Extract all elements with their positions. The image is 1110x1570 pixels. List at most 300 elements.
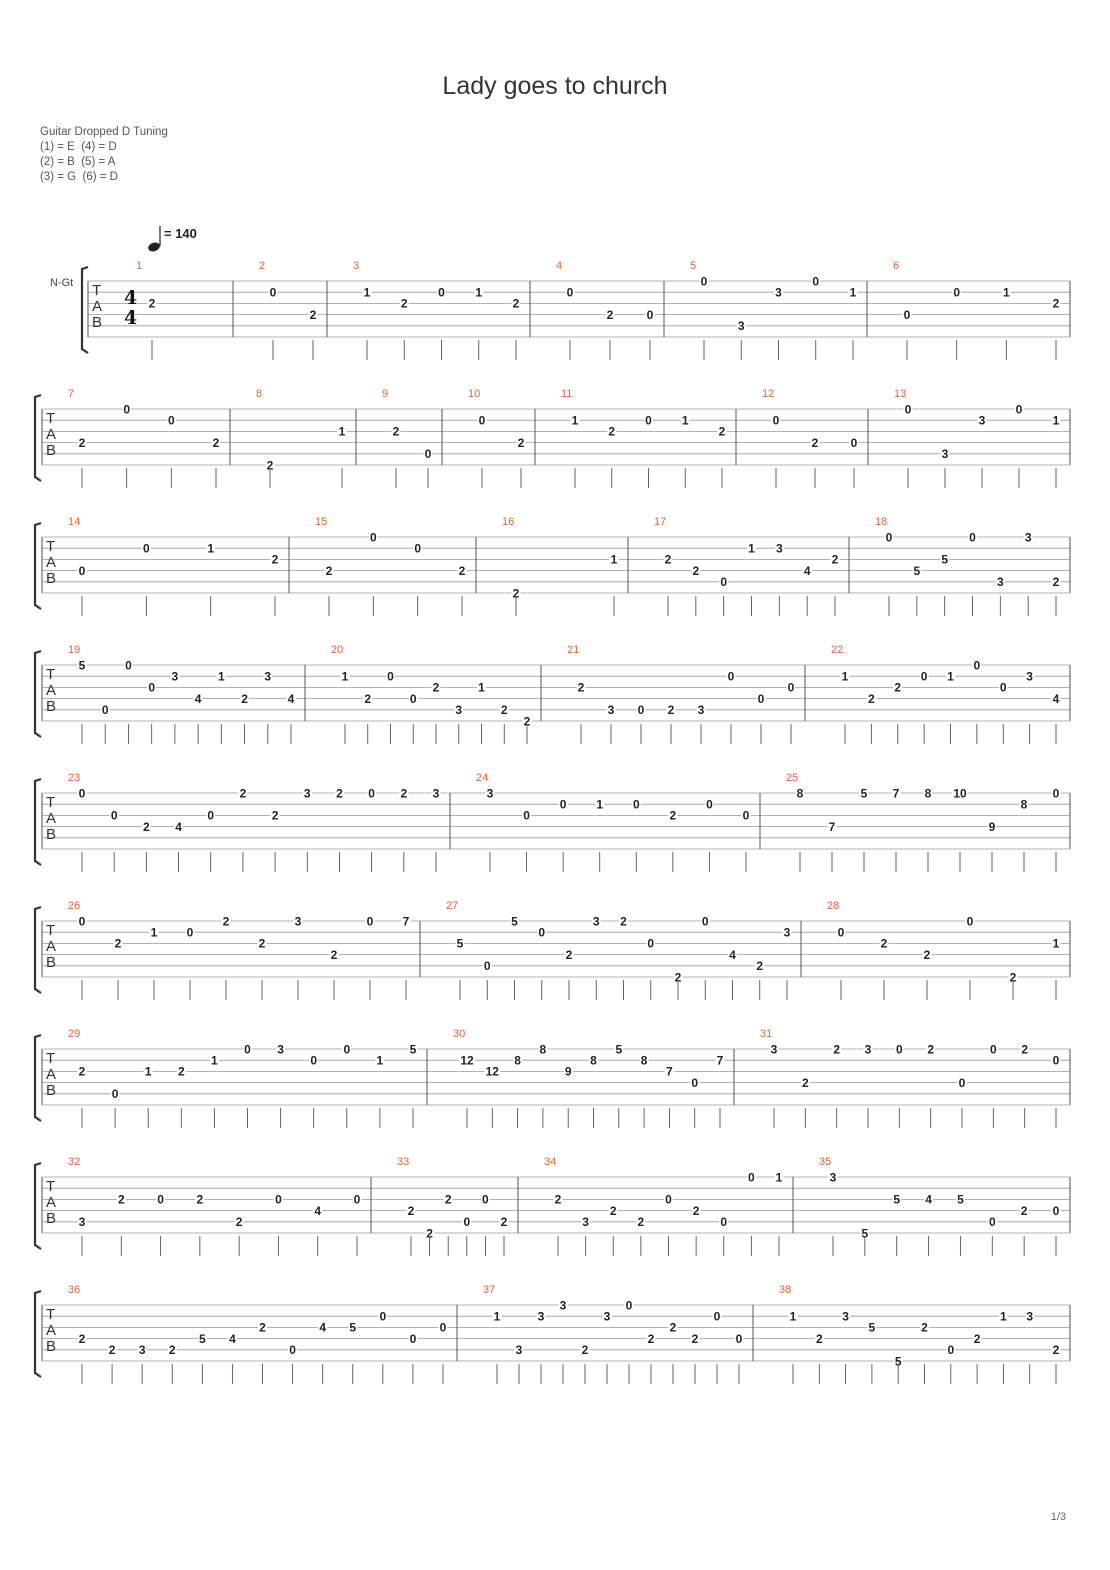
- measure-number: 23: [68, 772, 81, 784]
- fret-number: 0: [186, 925, 194, 940]
- tab-clef-letter: T: [46, 794, 56, 811]
- measure-number: 8: [256, 388, 263, 400]
- fret-number: 0: [414, 541, 422, 556]
- fret-number: 2: [266, 458, 274, 473]
- fret-number: 1: [610, 552, 618, 567]
- fret-number: 1: [681, 413, 689, 428]
- fret-number: 3: [171, 669, 179, 684]
- tab-system: [35, 900, 1070, 1000]
- fret-number: 4: [194, 691, 202, 706]
- measure-number: 1: [136, 260, 143, 272]
- fret-number: 5: [615, 1042, 623, 1057]
- fret-number: 3: [607, 703, 615, 718]
- fret-number: 0: [706, 797, 713, 812]
- fret-number: 2: [880, 936, 888, 951]
- fret-number: 2: [637, 1215, 645, 1230]
- measure-number: 6: [893, 260, 900, 272]
- fret-number: 1: [596, 797, 604, 812]
- fret-number: 2: [868, 691, 875, 706]
- fret-number: 8: [640, 1053, 648, 1068]
- fret-number: 0: [438, 285, 445, 300]
- fret-number: 2: [1052, 296, 1060, 311]
- fret-number: 2: [718, 424, 726, 439]
- fret-number: 2: [271, 808, 279, 823]
- fret-number: 0: [439, 1320, 447, 1335]
- fret-number: 0: [424, 447, 432, 462]
- fret-number: 0: [812, 274, 820, 289]
- fret-number: 1: [1000, 1309, 1007, 1324]
- fret-number: 7: [828, 819, 836, 834]
- fret-number: 5: [198, 1331, 206, 1346]
- fret-number: 12: [485, 1064, 499, 1079]
- measure-number: 21: [567, 644, 580, 656]
- fret-number: 2: [1009, 970, 1017, 985]
- fret-number: 0: [482, 1192, 489, 1207]
- fret-number: 3: [978, 413, 986, 428]
- fret-number: 2: [894, 680, 902, 695]
- fret-number: 0: [353, 1192, 361, 1207]
- fret-number: 2: [647, 1331, 655, 1346]
- fret-number: 2: [239, 786, 247, 801]
- fret-number: 2: [811, 435, 819, 450]
- fret-number: 9: [988, 819, 996, 834]
- system-bracket: [35, 1035, 41, 1121]
- fret-number: 5: [349, 1320, 357, 1335]
- fret-number: 5: [409, 1042, 417, 1057]
- tab-clef-letter: B: [46, 1210, 57, 1227]
- fret-number: 0: [720, 575, 728, 590]
- measure-number: 38: [779, 1284, 792, 1296]
- fret-number: 1: [150, 925, 158, 940]
- measure-number: 2: [259, 260, 266, 272]
- fret-number: 3: [1024, 530, 1032, 545]
- fret-number: 3: [486, 786, 494, 801]
- fret-number: 0: [409, 691, 417, 706]
- tuning-line: (1) = E (4) = D: [40, 141, 117, 153]
- fret-number: 0: [969, 530, 976, 545]
- fret-number: 0: [101, 703, 109, 718]
- fret-number: 2: [608, 424, 616, 439]
- tab-clef-letter: A: [46, 810, 57, 827]
- fret-number: 2: [222, 914, 230, 929]
- fret-number: 1: [475, 285, 483, 300]
- fret-number: 3: [829, 1170, 837, 1185]
- fret-number: 2: [1021, 1042, 1029, 1057]
- measure-number: 25: [786, 772, 799, 784]
- fret-number: 0: [78, 563, 86, 578]
- fret-number: 1: [775, 1170, 783, 1185]
- system-bracket: [35, 1291, 41, 1377]
- fret-number: 5: [894, 1354, 902, 1369]
- fret-number: 0: [625, 1298, 633, 1313]
- fret-number: 2: [921, 1320, 928, 1335]
- fret-number: 2: [78, 1331, 86, 1346]
- fret-number: 1: [1052, 936, 1060, 951]
- fret-number: 0: [125, 658, 132, 673]
- fret-number: 5: [860, 786, 868, 801]
- fret-number: 2: [815, 1331, 823, 1346]
- measure-number: 34: [544, 1156, 557, 1168]
- fret-number: 5: [868, 1320, 876, 1335]
- fret-number: 1: [849, 285, 857, 300]
- fret-number: 2: [831, 552, 839, 567]
- fret-number: 0: [343, 1042, 351, 1057]
- tab-clef-letter: A: [46, 426, 57, 443]
- fret-number: 1: [144, 1064, 152, 1079]
- system-bracket: [35, 651, 41, 737]
- fret-number: 0: [142, 541, 150, 556]
- fret-number: 8: [924, 786, 932, 801]
- fret-number: 2: [620, 914, 627, 929]
- fret-number: 2: [78, 435, 86, 450]
- measure-number: 4: [556, 260, 563, 272]
- fret-number: 4: [175, 819, 182, 834]
- fret-number: 2: [309, 307, 317, 322]
- tab-system: [35, 516, 1070, 616]
- score-title: Lady goes to church: [442, 72, 668, 100]
- fret-number: 0: [369, 530, 377, 545]
- fret-number: 1: [748, 541, 755, 556]
- system-bracket: [82, 267, 88, 353]
- fret-number: 0: [727, 669, 735, 684]
- tab-clef-letter: B: [92, 314, 103, 331]
- fret-number: 3: [592, 914, 600, 929]
- measure-number: 19: [68, 644, 81, 656]
- fret-number: 2: [692, 1203, 700, 1218]
- fret-number: 8: [539, 1042, 547, 1057]
- fret-number: 0: [148, 680, 156, 695]
- fret-number: 0: [885, 530, 893, 545]
- fret-number: 2: [517, 435, 525, 450]
- fret-number: 2: [212, 435, 220, 450]
- fret-number: 2: [512, 586, 520, 601]
- fret-number: 5: [861, 1226, 869, 1241]
- fret-number: 0: [566, 285, 574, 300]
- tab-clef-letter: A: [46, 938, 57, 955]
- measure-number: 18: [875, 516, 888, 528]
- fret-number: 3: [303, 786, 311, 801]
- fret-number: 0: [837, 925, 845, 940]
- fret-number: 0: [157, 1192, 164, 1207]
- fret-number: 2: [271, 552, 279, 567]
- fret-number: 2: [114, 936, 122, 951]
- fret-number: 0: [850, 435, 858, 450]
- tab-clef-letter: T: [46, 666, 56, 683]
- fret-number: 2: [432, 680, 440, 695]
- measure-number: 27: [446, 900, 459, 912]
- fret-number: 0: [920, 669, 928, 684]
- fret-number: 0: [646, 307, 654, 322]
- fret-number: 0: [772, 413, 780, 428]
- tuning-name: Guitar Dropped D Tuning: [40, 126, 168, 138]
- fret-number: 4: [319, 1320, 327, 1335]
- fret-number: 5: [78, 658, 86, 673]
- fret-number: 3: [941, 447, 949, 462]
- fret-number: 0: [973, 658, 981, 673]
- fret-number: 2: [117, 1192, 125, 1207]
- fret-number: 0: [78, 914, 86, 929]
- fret-number: 2: [364, 691, 372, 706]
- fret-number: 2: [444, 1192, 452, 1207]
- measure-number: 17: [654, 516, 667, 528]
- tab-clef-letter: B: [46, 698, 57, 715]
- fret-number: 1: [478, 680, 485, 695]
- fret-number: 2: [674, 970, 682, 985]
- measure-number: 7: [68, 388, 75, 400]
- measure-number: 31: [760, 1028, 773, 1040]
- measure-number: 29: [68, 1028, 81, 1040]
- fret-number: 0: [123, 402, 131, 417]
- fret-number: 1: [1002, 285, 1010, 300]
- fret-number: 0: [483, 959, 491, 974]
- fret-number: 0: [966, 914, 974, 929]
- fret-number: 2: [400, 786, 408, 801]
- fret-number: 0: [478, 413, 486, 428]
- measure-number: 3: [353, 260, 360, 272]
- fret-number: 4: [729, 947, 736, 962]
- tab-clef-letter: A: [46, 554, 57, 571]
- tab-clef-letter: A: [46, 1322, 57, 1339]
- measure-number: 16: [502, 516, 515, 528]
- fret-number: 0: [757, 691, 765, 706]
- fret-number: 0: [463, 1215, 471, 1230]
- fret-number: 12: [460, 1053, 474, 1068]
- fret-number: 0: [409, 1331, 417, 1346]
- fret-number: 1: [947, 669, 954, 684]
- system-bracket: [35, 779, 41, 865]
- fret-number: 0: [947, 1343, 955, 1358]
- fret-number: 1: [571, 413, 579, 428]
- tempo-value: = 140: [164, 226, 197, 241]
- fret-number: 4: [925, 1192, 932, 1207]
- fret-number: 2: [259, 1320, 266, 1335]
- fret-number: 0: [310, 1053, 318, 1068]
- fret-number: 4: [229, 1331, 236, 1346]
- fret-number: 3: [996, 575, 1004, 590]
- fret-number: 0: [989, 1042, 997, 1057]
- fret-number: 2: [554, 1192, 562, 1207]
- fret-number: 2: [235, 1215, 243, 1230]
- fret-number: 2: [577, 680, 585, 695]
- fret-number: 2: [258, 936, 266, 951]
- fret-number: 0: [244, 1042, 251, 1057]
- time-signature-digit: 4: [124, 307, 138, 329]
- fret-number: 5: [957, 1192, 964, 1207]
- fret-number: 2: [923, 947, 931, 962]
- fret-number: 2: [458, 563, 466, 578]
- measure-number: 28: [827, 900, 840, 912]
- fret-number: 0: [665, 1192, 672, 1207]
- fret-number: 2: [565, 947, 573, 962]
- measure-number: 12: [762, 388, 775, 400]
- tab-clef-letter: B: [46, 442, 57, 459]
- fret-number: 2: [108, 1343, 116, 1358]
- measure-number: 24: [476, 772, 489, 784]
- tab-clef-letter: T: [92, 282, 102, 299]
- fret-number: 3: [603, 1309, 611, 1324]
- measure-number: 11: [561, 388, 573, 400]
- measure-number: 5: [690, 260, 697, 272]
- tab-system: [35, 388, 1070, 488]
- fret-number: 0: [748, 1170, 755, 1185]
- tab-clef-letter: B: [46, 570, 57, 587]
- fret-number: 1: [376, 1053, 384, 1068]
- fret-number: 2: [692, 563, 700, 578]
- tab-clef-letter: B: [46, 954, 57, 971]
- fret-number: 0: [368, 786, 375, 801]
- fret-number: 2: [500, 703, 508, 718]
- tab-clef-letter: A: [46, 1194, 57, 1211]
- fret-number: 1: [217, 669, 225, 684]
- fret-number: 2: [1052, 575, 1060, 590]
- fret-number: 1: [338, 424, 346, 439]
- fret-number: 2: [801, 1075, 809, 1090]
- fret-number: 2: [927, 1042, 935, 1057]
- fret-number: 2: [833, 1042, 841, 1057]
- fret-number: 2: [336, 786, 343, 801]
- fret-number: 4: [314, 1203, 322, 1218]
- fret-number: 2: [177, 1064, 185, 1079]
- fret-number: 2: [669, 1320, 677, 1335]
- fret-number: 0: [538, 925, 546, 940]
- fret-number: 2: [756, 959, 764, 974]
- tab-clef-letter: T: [46, 410, 56, 427]
- fret-number: 0: [632, 797, 640, 812]
- tab-system: [35, 772, 1070, 872]
- measure-number: 15: [315, 516, 328, 528]
- tab-clef-letter: T: [46, 538, 56, 555]
- fret-number: 2: [407, 1203, 415, 1218]
- fret-number: 2: [426, 1226, 433, 1241]
- fret-number: 0: [1052, 1203, 1060, 1218]
- tab-clef-letter: T: [46, 1050, 56, 1067]
- fret-number: 7: [716, 1053, 724, 1068]
- fret-number: 2: [400, 296, 408, 311]
- fret-number: 5: [511, 914, 518, 929]
- fret-number: 0: [387, 669, 394, 684]
- fret-number: 0: [1015, 402, 1023, 417]
- fret-number: 3: [864, 1042, 872, 1057]
- tab-clef-letter: A: [46, 1066, 57, 1083]
- tab-clef-letter: B: [46, 1082, 57, 1099]
- fret-number: 1: [341, 669, 349, 684]
- fret-number: 2: [667, 703, 675, 718]
- fret-number: 8: [796, 786, 804, 801]
- fret-number: 2: [1020, 1203, 1028, 1218]
- fret-number: 2: [581, 1343, 589, 1358]
- fret-number: 0: [523, 808, 530, 823]
- fret-number: 8: [590, 1053, 597, 1068]
- fret-number: 2: [973, 1331, 981, 1346]
- tab-clef-letter: A: [46, 682, 57, 699]
- tab-system: [35, 644, 1070, 744]
- fret-number: 2: [325, 563, 333, 578]
- tuning-line: (3) = G (6) = D: [40, 171, 118, 183]
- fret-number: 1: [363, 285, 371, 300]
- fret-number: 0: [1052, 1053, 1060, 1068]
- tab-clef-letter: B: [46, 1338, 57, 1355]
- fret-number: 3: [294, 914, 302, 929]
- fret-number: 2: [143, 819, 150, 834]
- measure-number: 26: [68, 900, 81, 912]
- fret-number: 0: [637, 703, 645, 718]
- fret-number: 0: [999, 680, 1007, 695]
- fret-number: 2: [148, 296, 156, 311]
- fret-number: 0: [645, 413, 652, 428]
- fret-number: 0: [379, 1309, 387, 1324]
- fret-number: 0: [958, 1075, 966, 1090]
- fret-number: 0: [701, 914, 709, 929]
- fret-number: 3: [697, 703, 705, 718]
- fret-number: 1: [211, 1053, 218, 1068]
- fret-number: 2: [609, 1203, 617, 1218]
- fret-number: 2: [523, 714, 531, 729]
- fret-number: 3: [78, 1215, 86, 1230]
- fret-number: 2: [512, 296, 520, 311]
- fret-number: 2: [500, 1215, 508, 1230]
- fret-number: 1: [789, 1309, 797, 1324]
- fret-number: 3: [737, 319, 745, 334]
- fret-number: 2: [168, 1343, 176, 1358]
- tab-clef-letter: T: [46, 1306, 56, 1323]
- fret-number: 3: [515, 1343, 523, 1358]
- fret-number: 3: [537, 1309, 545, 1324]
- measure-number: 36: [68, 1284, 81, 1296]
- fret-number: 0: [720, 1215, 728, 1230]
- system-bracket: [35, 907, 41, 993]
- tab-clef-letter: B: [46, 826, 57, 843]
- fret-number: 0: [953, 285, 961, 300]
- fret-number: 1: [207, 541, 215, 556]
- measure-number: 35: [819, 1156, 832, 1168]
- fret-number: 2: [606, 307, 614, 322]
- fret-number: 2: [196, 1192, 204, 1207]
- fret-number: 3: [1026, 669, 1033, 684]
- fret-number: 0: [275, 1192, 282, 1207]
- fret-number: 4: [803, 563, 811, 578]
- measure-number: 9: [382, 388, 389, 400]
- tab-system: [82, 260, 1070, 360]
- measure-number: 37: [483, 1284, 496, 1296]
- fret-number: 3: [775, 541, 783, 556]
- fret-number: 1: [493, 1309, 501, 1324]
- fret-number: 10: [953, 786, 967, 801]
- tuning-line: (2) = B (5) = A: [40, 156, 116, 168]
- tab-system: [35, 1284, 1070, 1384]
- fret-number: 3: [770, 1042, 778, 1057]
- system-bracket: [35, 395, 41, 481]
- quarter-note-icon: [147, 241, 161, 253]
- fret-number: 2: [1052, 1343, 1060, 1358]
- fret-number: 0: [691, 1075, 699, 1090]
- fret-number: 5: [941, 552, 949, 567]
- fret-number: 0: [207, 808, 215, 823]
- fret-number: 0: [903, 307, 911, 322]
- measure-number: 32: [68, 1156, 81, 1168]
- fret-number: 5: [913, 563, 921, 578]
- fret-number: 2: [330, 947, 338, 962]
- page-number: 1/3: [1050, 1511, 1066, 1523]
- fret-number: 0: [167, 413, 175, 428]
- fret-number: 3: [559, 1298, 567, 1313]
- fret-number: 4: [1052, 691, 1060, 706]
- fret-number: 9: [564, 1064, 572, 1079]
- fret-number: 2: [664, 552, 672, 567]
- time-signature-digit: 4: [124, 287, 138, 309]
- fret-number: 3: [783, 925, 791, 940]
- fret-number: 0: [269, 285, 277, 300]
- fret-number: 0: [559, 797, 567, 812]
